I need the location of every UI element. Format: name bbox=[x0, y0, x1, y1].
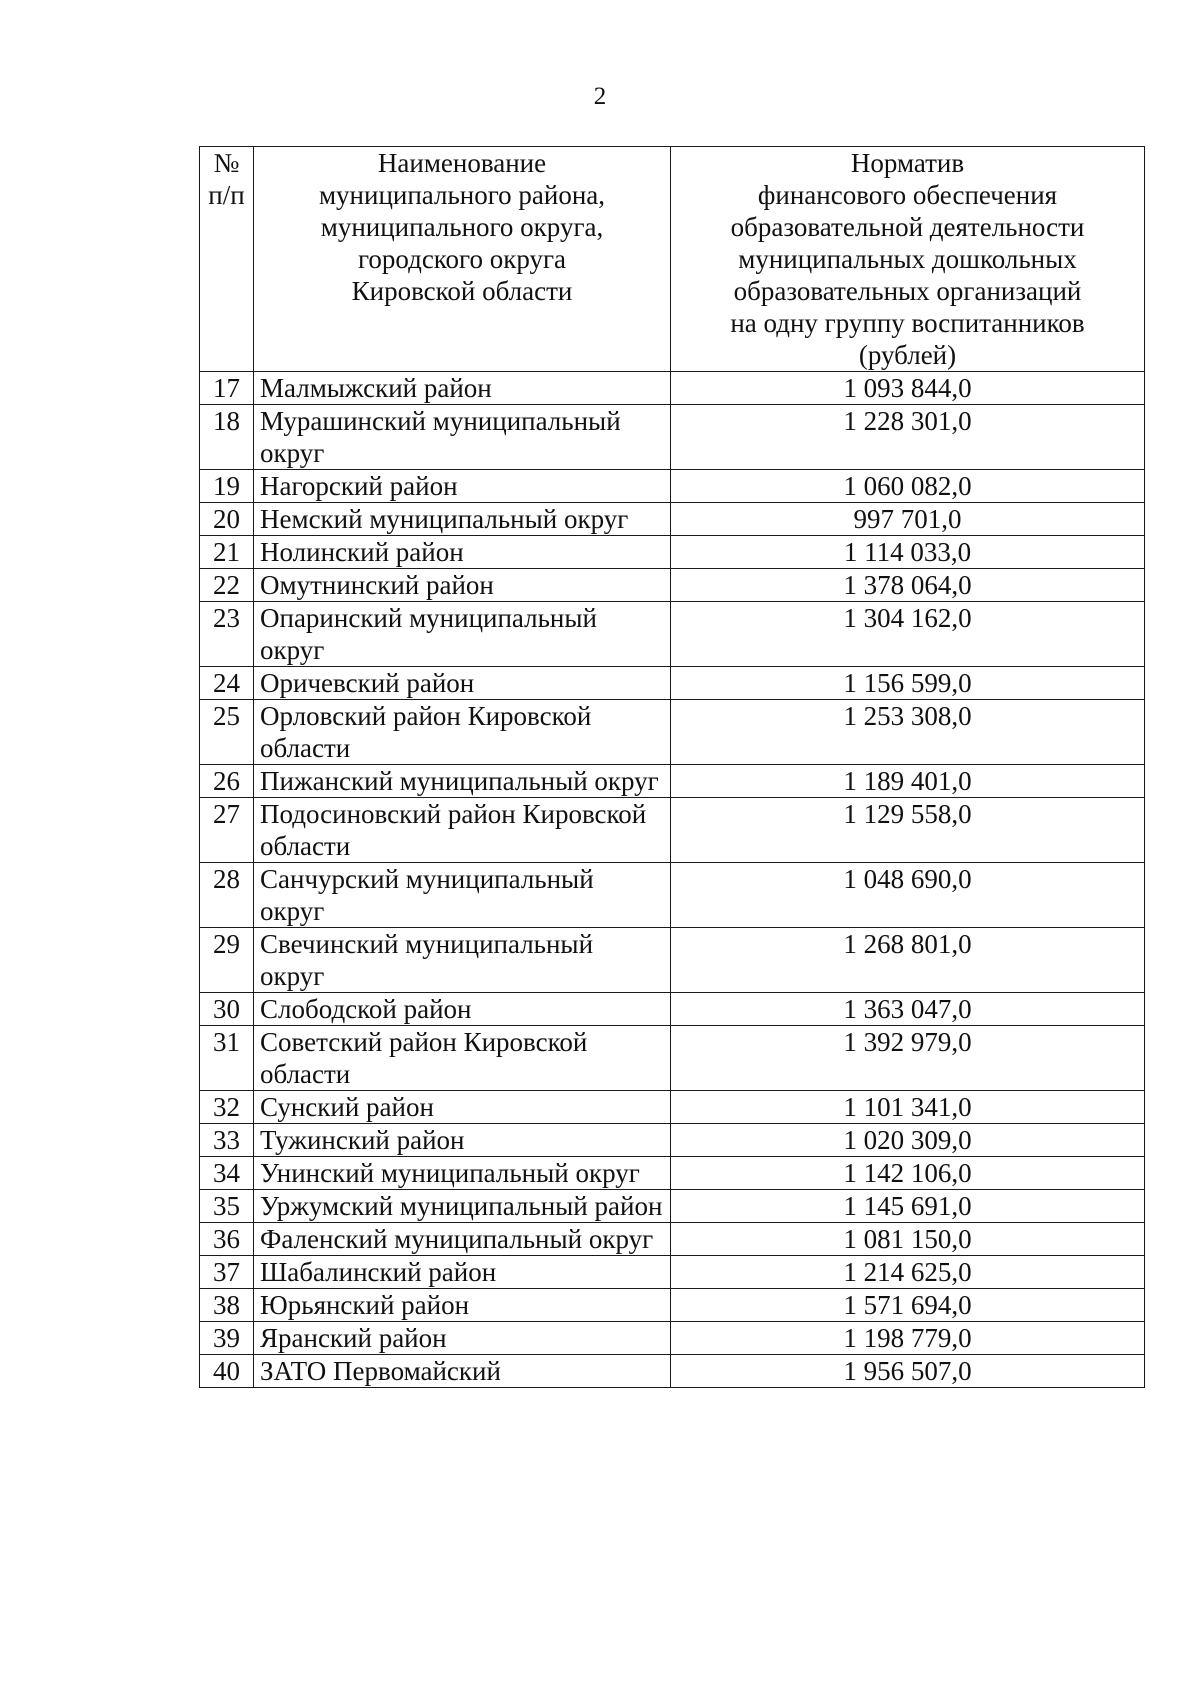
table-row bbox=[200, 602, 1145, 667]
row-value: 1 081 150,0 bbox=[671, 1223, 1145, 1256]
row-number: 23 bbox=[200, 602, 254, 667]
row-value: 1 198 779,0 bbox=[671, 1322, 1145, 1355]
table-row bbox=[200, 700, 1145, 765]
table-row bbox=[200, 1289, 1145, 1322]
row-number: 35 bbox=[200, 1190, 254, 1223]
row-number: 25 bbox=[200, 700, 254, 765]
table-row bbox=[200, 1026, 1145, 1091]
header-name-line: муниципального района, bbox=[318, 180, 606, 210]
row-value: 1 228 301,0 bbox=[671, 405, 1145, 470]
header-num-line: п/п bbox=[208, 180, 245, 210]
row-value: 1 378 064,0 bbox=[671, 569, 1145, 602]
header-num-line: № bbox=[213, 148, 240, 178]
row-number: 31 bbox=[200, 1026, 254, 1091]
row-name: ЗАТО Первомайский bbox=[254, 1355, 671, 1388]
header-value-line: Норматив bbox=[850, 148, 965, 178]
table-row bbox=[200, 1124, 1145, 1157]
row-number: 33 bbox=[200, 1124, 254, 1157]
table-row bbox=[200, 928, 1145, 993]
row-value: 1 392 979,0 bbox=[671, 1026, 1145, 1091]
normative-table bbox=[199, 146, 1145, 1388]
row-number: 17 bbox=[200, 372, 254, 405]
row-number: 34 bbox=[200, 1157, 254, 1190]
row-number: 28 bbox=[200, 863, 254, 928]
row-number: 19 bbox=[200, 470, 254, 503]
header-value-line: (рублей) bbox=[858, 340, 957, 370]
table-header bbox=[200, 147, 1145, 372]
row-value: 1 020 309,0 bbox=[671, 1124, 1145, 1157]
table-row bbox=[200, 1322, 1145, 1355]
row-name: Фаленский муниципальный округ bbox=[254, 1223, 671, 1256]
row-name: Нолинский район bbox=[254, 536, 671, 569]
table-row bbox=[200, 765, 1145, 798]
table-body bbox=[200, 372, 1145, 1388]
row-number: 38 bbox=[200, 1289, 254, 1322]
header-name-line: Наименование bbox=[377, 148, 547, 178]
row-name: Подосиновский район Кировской области bbox=[254, 798, 671, 863]
table-row bbox=[200, 863, 1145, 928]
table-row bbox=[200, 1223, 1145, 1256]
table-row bbox=[200, 569, 1145, 602]
table-row bbox=[200, 798, 1145, 863]
row-value: 1 129 558,0 bbox=[671, 798, 1145, 863]
row-name: Шабалинский район bbox=[254, 1256, 671, 1289]
header-name-line: городского округа bbox=[357, 244, 567, 274]
row-name: Санчурский муниципальный округ bbox=[254, 863, 671, 928]
header-value-line: образовательных организаций bbox=[733, 276, 1082, 306]
row-value: 1 268 801,0 bbox=[671, 928, 1145, 993]
page-number: 2 bbox=[593, 83, 607, 110]
header-value bbox=[671, 147, 1145, 372]
row-value: 1 363 047,0 bbox=[671, 993, 1145, 1026]
row-number: 32 bbox=[200, 1091, 254, 1124]
row-name: Сунский район bbox=[254, 1091, 671, 1124]
row-name: Пижанский муниципальный округ bbox=[254, 765, 671, 798]
row-number: 27 bbox=[200, 798, 254, 863]
row-number: 26 bbox=[200, 765, 254, 798]
row-value: 1 060 082,0 bbox=[671, 470, 1145, 503]
row-value: 1 145 691,0 bbox=[671, 1190, 1145, 1223]
row-name: Оричевский район bbox=[254, 667, 671, 700]
row-value: 1 214 625,0 bbox=[671, 1256, 1145, 1289]
header-row bbox=[200, 147, 1145, 372]
row-number: 36 bbox=[200, 1223, 254, 1256]
row-number: 18 bbox=[200, 405, 254, 470]
row-value: 1 304 162,0 bbox=[671, 602, 1145, 667]
row-value: 1 189 401,0 bbox=[671, 765, 1145, 798]
header-num bbox=[200, 147, 254, 372]
row-number: 24 bbox=[200, 667, 254, 700]
row-value: 1 048 690,0 bbox=[671, 863, 1145, 928]
row-name: Юрьянский район bbox=[254, 1289, 671, 1322]
row-name: Уржумский муниципальный район bbox=[254, 1190, 671, 1223]
header-value-line: на одну группу воспитанников bbox=[730, 308, 1085, 338]
row-number: 40 bbox=[200, 1355, 254, 1388]
row-value: 1 156 599,0 bbox=[671, 667, 1145, 700]
row-name: Яранский район bbox=[254, 1322, 671, 1355]
table-row bbox=[200, 993, 1145, 1026]
table-row bbox=[200, 372, 1145, 405]
table-row bbox=[200, 405, 1145, 470]
row-value: 1 571 694,0 bbox=[671, 1289, 1145, 1322]
table-row bbox=[200, 470, 1145, 503]
table-row bbox=[200, 1256, 1145, 1289]
row-value: 1 956 507,0 bbox=[671, 1355, 1145, 1388]
table-row bbox=[200, 1190, 1145, 1223]
row-value: 1 093 844,0 bbox=[671, 372, 1145, 405]
row-value: 1 101 341,0 bbox=[671, 1091, 1145, 1124]
row-number: 30 bbox=[200, 993, 254, 1026]
row-number: 21 bbox=[200, 536, 254, 569]
header-value-line: финансового обеспечения bbox=[757, 180, 1058, 210]
row-number: 22 bbox=[200, 569, 254, 602]
row-name: Советский район Кировской области bbox=[254, 1026, 671, 1091]
row-number: 37 bbox=[200, 1256, 254, 1289]
header-name-line: муниципального округа, bbox=[320, 212, 604, 242]
row-name: Малмыжский район bbox=[254, 372, 671, 405]
header-value-line: образовательной деятельности bbox=[730, 212, 1085, 242]
row-name: Свечинский муниципальный округ bbox=[254, 928, 671, 993]
row-value: 1 253 308,0 bbox=[671, 700, 1145, 765]
table-row bbox=[200, 1157, 1145, 1190]
row-number: 29 bbox=[200, 928, 254, 993]
row-name: Унинский муниципальный округ bbox=[254, 1157, 671, 1190]
row-name: Орловский район Кировской области bbox=[254, 700, 671, 765]
row-name: Нагорский район bbox=[254, 470, 671, 503]
row-value: 1 114 033,0 bbox=[671, 536, 1145, 569]
row-number: 39 bbox=[200, 1322, 254, 1355]
row-number: 20 bbox=[200, 503, 254, 536]
header-name bbox=[254, 147, 671, 372]
row-name: Мурашинский муниципальный округ bbox=[254, 405, 671, 470]
header-name-line: Кировской области bbox=[351, 276, 573, 306]
row-name: Немский муниципальный округ bbox=[254, 503, 671, 536]
row-name: Омутнинский район bbox=[254, 569, 671, 602]
table-row bbox=[200, 503, 1145, 536]
row-value: 1 142 106,0 bbox=[671, 1157, 1145, 1190]
row-value: 997 701,0 bbox=[671, 503, 1145, 536]
header-value-line: муниципальных дошкольных bbox=[738, 244, 1077, 274]
row-name: Тужинский район bbox=[254, 1124, 671, 1157]
row-name: Слободской район bbox=[254, 993, 671, 1026]
row-name: Опаринский муниципальный округ bbox=[254, 602, 671, 667]
table-row bbox=[200, 1091, 1145, 1124]
table-row bbox=[200, 667, 1145, 700]
table-row bbox=[200, 536, 1145, 569]
table-row bbox=[200, 1355, 1145, 1388]
